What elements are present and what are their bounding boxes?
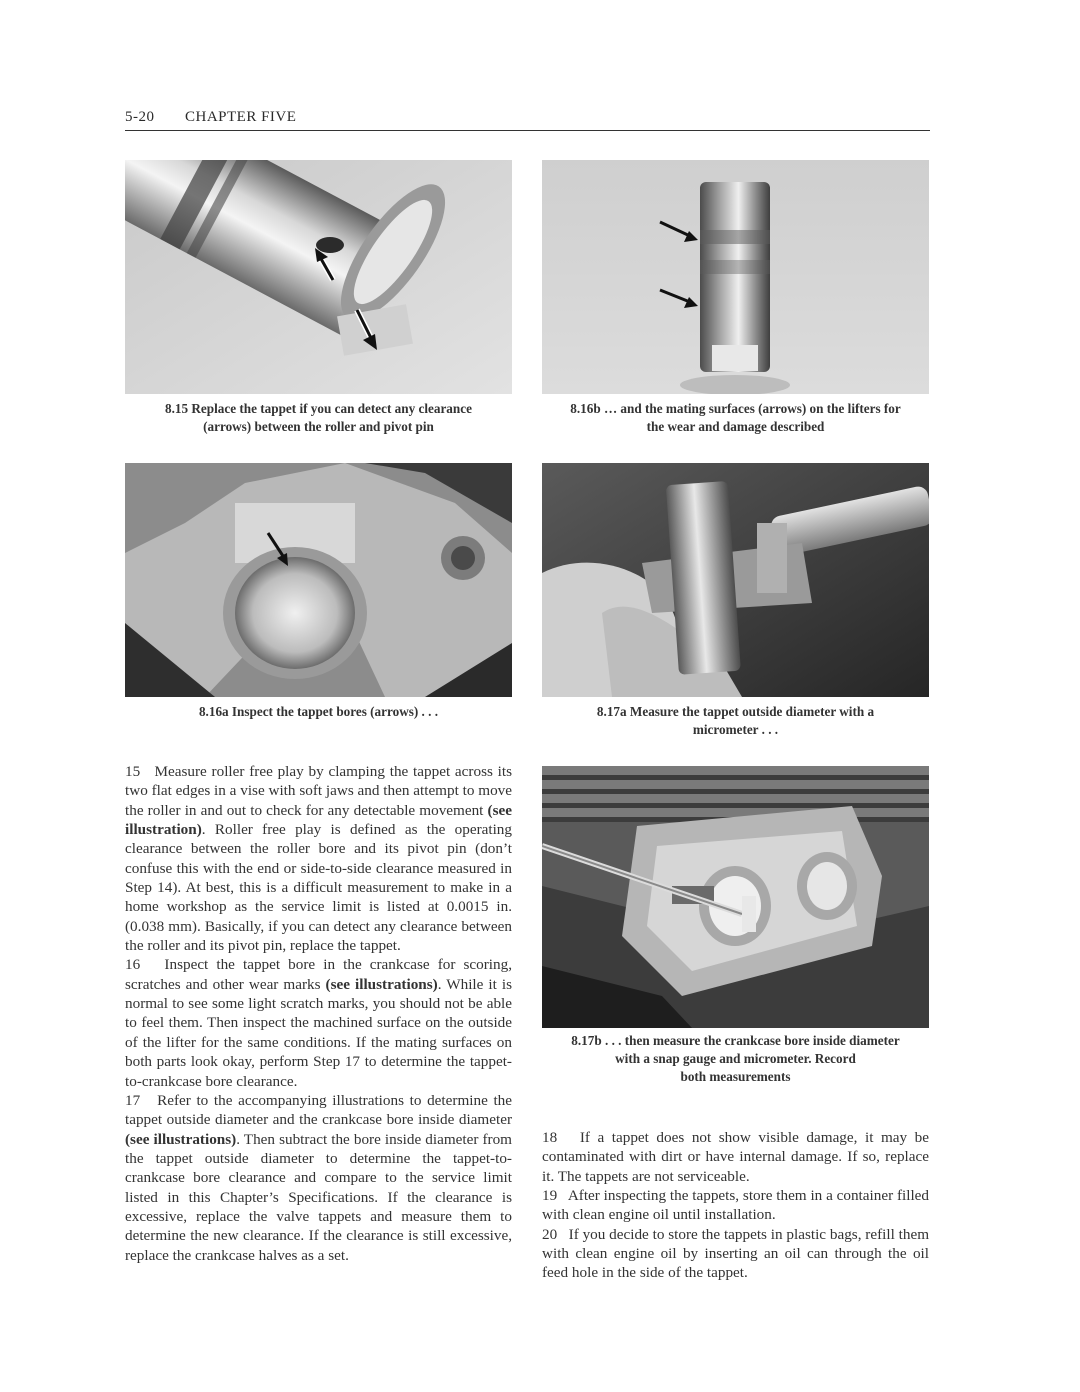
photo-8-17b-snap-gauge	[542, 766, 929, 1028]
page-number: 5-20	[125, 109, 155, 125]
right-column-text	[542, 1128, 929, 1283]
step-18: 18 If a tappet does not show visible damage, it may be contaminated with dirt or have internal damage. If so, replace it. The tappets are not serviceable.	[542, 1129, 930, 1185]
photo-8-15-tappet-roller	[125, 160, 512, 394]
caption-8-16b: 8.16b … and the mating surfaces (arrows) on the lifters for the wear and damage described	[570, 401, 901, 434]
caption-8-16a: 8.16a Inspect the tappet bores (arrows) . . .	[198, 704, 439, 719]
caption-8-17b: 8.17b . . . then measure the crankcase bore inside diameter with a snap gauge and micrometer. Record both measurements	[571, 1033, 900, 1084]
photo-8-17a-micrometer	[542, 463, 929, 697]
page-header	[125, 108, 930, 131]
step-19: 19 After inspecting the tappets, store them in a container filled with clean engine oil until installation.	[542, 1187, 929, 1224]
step-16: 16 Inspect the tappet bore in the crankcase for scoring, scratches and other wear marks (see illustrations). While it is normal to see some light scratch marks, you should not be able to feel them. Then inspect the machined surface on the outside of the lifter for the same conditions. If the mating surfaces on both parts look okay, perform Step 17 to determine the tappet-to-crankcase bore clearance.	[125, 956, 512, 1090]
chapter-title: CHAPTER FIVE	[185, 109, 297, 125]
photo-8-16b-lifter	[542, 160, 929, 394]
left-column-text	[125, 762, 512, 1265]
step-17: 17 Refer to the accompanying illustrations to determine the tappet outside diameter and the crankcase bore inside diameter (see illustrations). Then subtract the bore inside diameter from the tappet outside diameter to determine the tappet-to-crankcase bore clearance and compare to the service limit listed in this Chapter’s Specifications. If the clearance is excessive, replace the valve tappets and measure them to determine the new clearance. If the clearance is still excessive, replace the crankcase halves as a set.	[125, 1091, 512, 1264]
caption-8-15: 8.15 Replace the tappet if you can detect any clearance (arrows) between the roller and pivot pin	[165, 401, 472, 434]
step-15: 15 Measure roller free play by clamping the tappet across its two flat edges in a vise with soft jaws and then attempt to move the roller in and out to check for any detectable movement (see illustration). Roller free play is defined as the operating clearance between the roller bore and its pivot pin (don’t confuse this with the end or side-to-side clearance measured in Step 14). At best, this is a difficult measurement to make in a home workshop as the service limit is listed at 0.0015 in. (0.038 mm). Basically, if you can detect any clearance between the roller and its pivot pin, replace the tappet.	[125, 763, 513, 955]
step-20: 20 If you decide to store the tappets in plastic bags, refill them with clean engine oil by inserting an oil can through the oil feed hole in the side of the tappet.	[542, 1225, 930, 1282]
caption-8-17a: 8.17a Measure the tappet outside diameter with a micrometer . . .	[596, 704, 875, 737]
photo-8-16a-tappet-bore	[125, 463, 512, 697]
